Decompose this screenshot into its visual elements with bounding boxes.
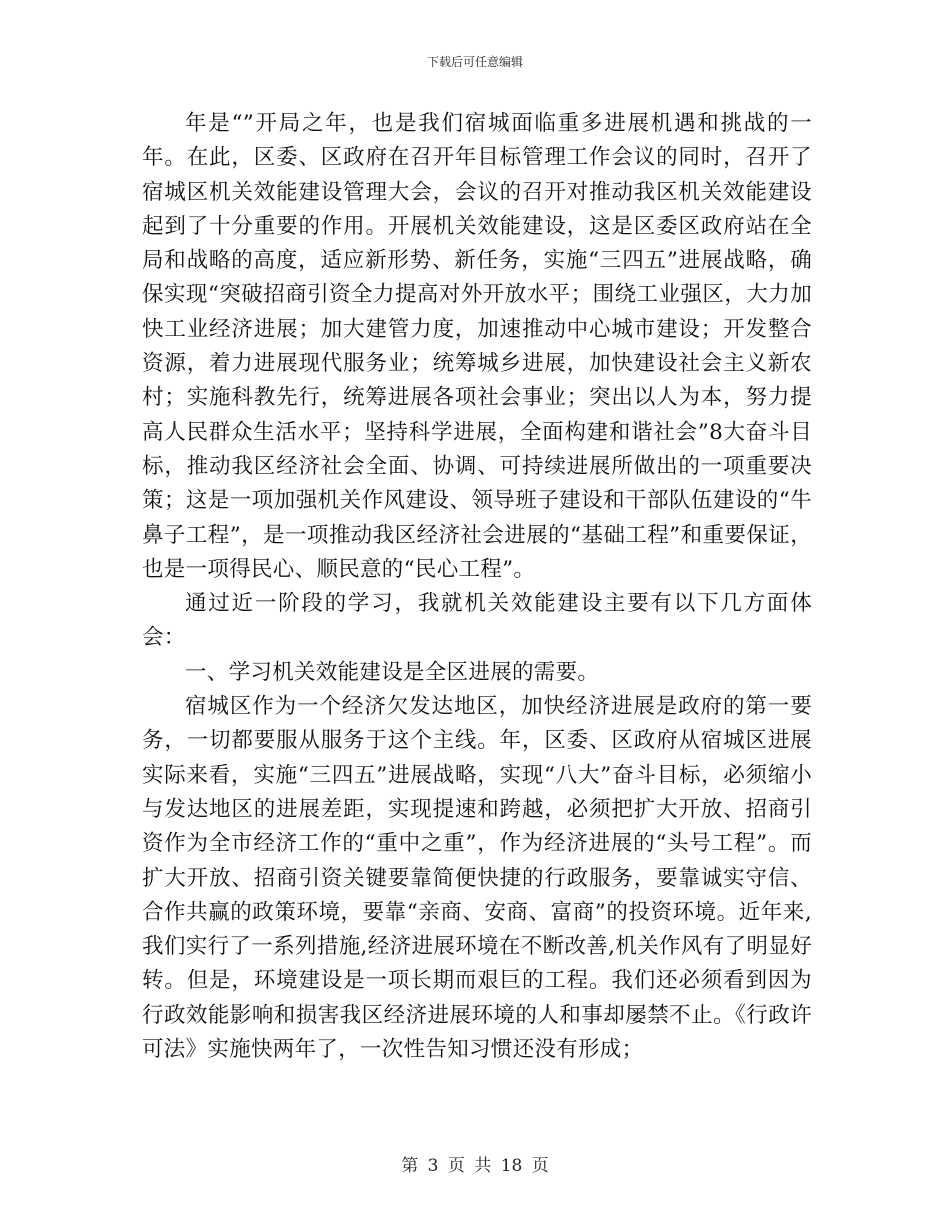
paragraph-section-one: 宿城区作为一个经济欠发达地区，加快经济进展是政府的第一要务，一切都要服从服务于这个主线。年，区委、区政府从宿城区进展实际来看，实施“三四五”进展战略，实现“八大”奋斗目标，必须缩小与发达地区的进展差距，实现提速和跨越，必须把扩大开放、招商引资作为全市经济工作的“重中之重”，作为经济进展的“头号工程”。而扩大开放、招商引资关键要靠简便快捷的行政服务，要靠诚实守信、合作共赢的政策环境，要靠“亲商、安商、富商”的投资环境。近年来,我们实行了一系列措施,经济进展环境在不断改善,机关作风有了明显好转。但是，环境建设是一项长期而艰巨的工程。我们还必须看到因为行政效能影响和损害我区经济进展环境的人和事却屡禁不止。《行政许可法》实施快两年了，一次性告知习惯还没有形成； xyxy=(142,694,812,1063)
paragraph-summary: 通过近一阶段的学习，我就机关效能建设主要有以下几方面体会： xyxy=(142,591,812,651)
section-heading-one: 一、学习机关效能建设是全区进展的需要。 xyxy=(185,659,600,685)
page-number: 第 3 页 共 18 页 xyxy=(401,1156,549,1176)
page-header: 下载后可任意编辑 xyxy=(426,55,523,69)
document-body xyxy=(142,107,812,1067)
paragraph-intro: 年是“”开局之年，也是我们宿城面临重多进展机遇和挑战的一年。在此，区委、区政府在召开年目标管理工作会议的同时，召开了宿城区机关效能建设管理大会，会议的召开对推动我区机关效能建设起到了十分重要的作用。开展机关效能建设，这是区委区政府站在全局和战略的高度，适应新形势、新任务，实施“三四五”进展战略，确保实现“突破招商引资全力提高对外开放水平；围绕工业强区，大力加快工业经济进展；加大建管力度，加速推动中心城市建设；开发整合资源，着力进展现代服务业；统筹城乡进展，加快建设社会主义新农村；实施科教先行，统筹进展各项社会事业；突出以人为本，努力提高人民群众生活水平；坚持科学进展，全面构建和谐社会”8大奋斗目标，推动我区经济社会全面、协调、可持续进展所做出的一项重要决策；这是一项加强机关作风建设、领导班子建设和干部队伍建设的“牛鼻子工程”，是一项推动我区经济社会进展的“基础工程”和重要保证，也是一项得民心、顺民意的“民心工程”。 xyxy=(142,111,812,582)
